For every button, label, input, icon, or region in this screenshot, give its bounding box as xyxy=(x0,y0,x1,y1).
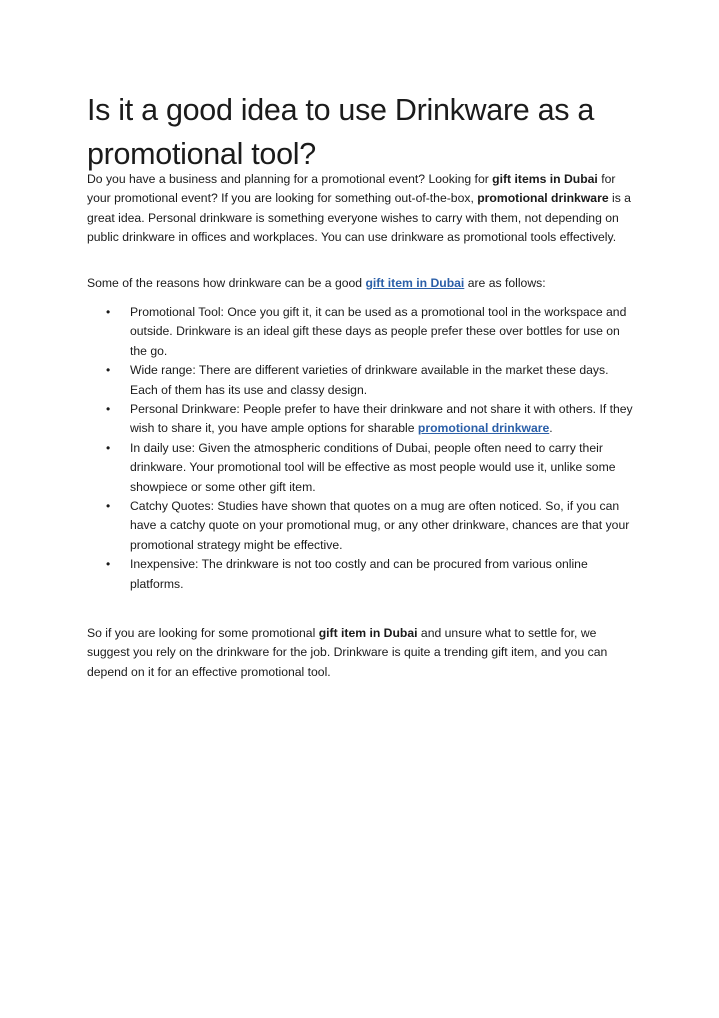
gift-item-link[interactable]: gift item in Dubai xyxy=(365,276,465,290)
list-item xyxy=(87,303,635,361)
bullet-icon: • xyxy=(106,305,111,319)
intro-text-3: is a great idea. Personal drinkware is something everyone wishes to carry with them, not depending on public drinkware in offices and workplaces. You can use drinkware as promotional tools effectively. xyxy=(87,191,631,245)
list-item xyxy=(87,439,635,497)
list-item xyxy=(87,497,635,555)
closing-text-1: So if you are looking for some promotional xyxy=(87,626,319,640)
list-item-text: Promotional Tool: Once you gift it, it can be used as a promotional tool in the workspace and outside. Drinkware is an ideal gift these days as people prefer these over bottles for use on the go. xyxy=(130,305,627,358)
list-item-text: Personal Drinkware: People prefer to have their drinkware and not share it with others. If they wish to share it, you have ample options for sharable xyxy=(130,402,633,436)
list-item-text: Catchy Quotes: Studies have shown that quotes on a mug are often noticed. So, if you can have a catchy quote on your promotional mug, or any other drinkware, chances are that your promotional strategy might be effective. xyxy=(130,499,630,552)
list-item-text: In daily use: Given the atmospheric conditions of Dubai, people often need to carry their drinkware. Your promotional tool will be effective as most people would use it, unlike some showpiece or some other gift item. xyxy=(130,440,616,494)
intro-text-2: for your promotional event? If you are looking for something out-of-the-box, xyxy=(87,172,616,206)
intro-bold-2: promotional drinkware xyxy=(477,191,609,206)
list-item xyxy=(87,400,635,439)
list-item-text: Inexpensive: The drinkware is not too costly and can be procured from various online platforms. xyxy=(130,557,588,591)
intro-text-1: Do you have a business and planning for a promotional event? Looking for xyxy=(87,172,493,186)
reasons-list xyxy=(87,303,635,594)
reasons-text-2: are as follows: xyxy=(464,276,546,290)
page-title: Is it a good idea to use Drinkware as a promotional tool? xyxy=(87,93,595,171)
reasons-paragraph xyxy=(87,274,635,293)
list-item-text: Wide range: There are different varieties of drinkware available in the market these days. Each of them has its use and classy design. xyxy=(130,363,609,397)
closing-text-2: and unsure what to settle for, we suggest you rely on the drinkware for the job. Drinkware is quite a trending gift item, and you can depend on it for an effective promotional tool. xyxy=(87,626,608,679)
intro-paragraph xyxy=(87,170,635,248)
list-item xyxy=(87,361,635,400)
list-item-text-end: . xyxy=(549,421,553,436)
list-item xyxy=(87,555,635,594)
reasons-text-1: Some of the reasons how drinkware can be a good xyxy=(87,276,366,290)
closing-bold-1: gift item in Dubai xyxy=(318,626,418,640)
bullet-icon: • xyxy=(106,557,111,572)
bullet-icon: • xyxy=(106,499,111,514)
intro-bold-1: gift items in Dubai xyxy=(492,172,598,186)
bullet-icon: • xyxy=(106,402,111,417)
bullet-icon: • xyxy=(106,440,111,455)
closing-paragraph xyxy=(87,624,635,682)
promotional-drinkware-link[interactable]: promotional drinkware xyxy=(417,421,550,436)
bullet-icon: • xyxy=(106,363,111,378)
